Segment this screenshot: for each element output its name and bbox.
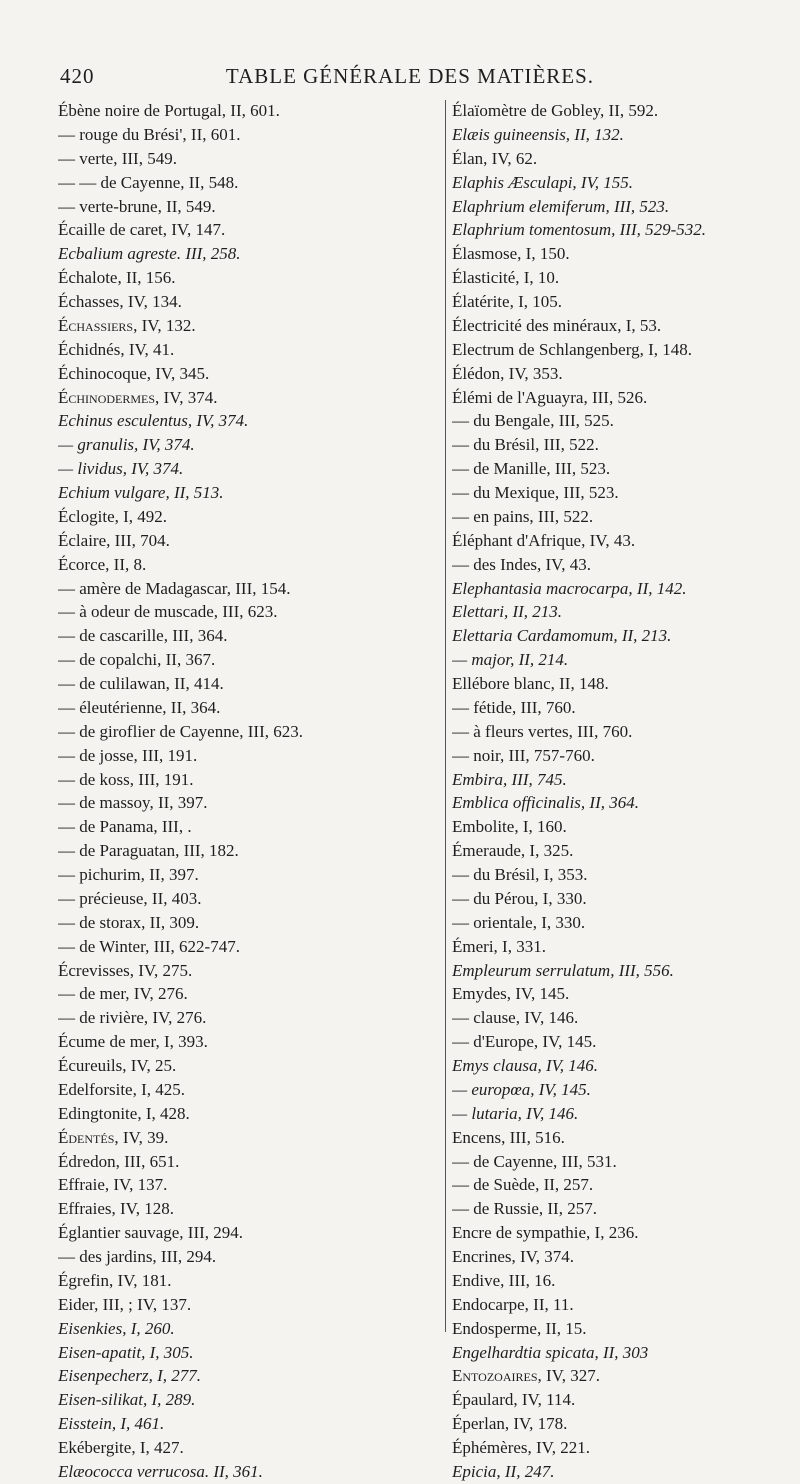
index-entry: — du Mexique, III, 523. <box>452 483 619 502</box>
index-entry: Eisstein, I, 461. <box>58 1414 165 1434</box>
index-entry: — de massoy, II, 397. <box>58 793 208 813</box>
index-entry: — rouge du Brési', II, 601. <box>58 124 241 144</box>
index-entry: — d'Europe, IV, 145. <box>452 1032 597 1052</box>
index-entry: — du Brésil, III, 522. <box>452 435 599 455</box>
index-entry: — de Paraguatan, III, 182. <box>58 841 239 861</box>
index-entry: Ekébergite, I, 427. <box>58 1438 184 1457</box>
index-entry: Ébène noire de Portugal, II, 601. <box>58 101 280 120</box>
index-entry: — verte, III, 549. <box>58 148 177 168</box>
index-entry: — de koss, III, 191. <box>58 769 194 789</box>
index-entry: Éclogite, I, 492. <box>58 506 168 526</box>
index-entry: Édredon, III, 651. <box>58 1151 180 1171</box>
index-entry: — précieuse, II, 403. <box>58 888 202 908</box>
index-entry: Émeri, I, 331. <box>452 936 546 956</box>
index-entry: — orientale, I, 330. <box>452 912 586 932</box>
index-entry: Elaphrium tomentosum, III, 529-532. <box>452 220 707 240</box>
index-entry: — des jardins, III, 294. <box>58 1247 217 1266</box>
index-entry: — clause, IV, 146. <box>452 1008 579 1028</box>
running-title: TABLE GÉNÉRALE DES MATIÈRES. <box>225 64 595 88</box>
index-entry: — à fleurs vertes, III, 760. <box>452 721 633 741</box>
index-entry: Elephantasia macrocarpa, II, 142. <box>452 578 687 598</box>
index-entry: Encrines, IV, 374. <box>452 1247 574 1266</box>
index-entry: — europœa, IV, 145. <box>452 1079 591 1099</box>
index-entry: Ecbalium agreste. III, 258. <box>58 244 241 264</box>
index-entry: Edingtonite, I, 428. <box>58 1103 190 1123</box>
index-entry: Elettaria Cardamomum, II, 213. <box>452 626 672 646</box>
index-entry: — du Brésil, I, 353. <box>452 865 588 884</box>
index-entry: Effraies, IV, 128. <box>58 1199 174 1219</box>
index-entry: — lividus, IV, 374. <box>58 459 184 479</box>
index-entry: — de Cayenne, III, 531. <box>452 1151 617 1171</box>
index-entry: Eisenpecherz, I, 277. <box>58 1366 202 1386</box>
index-entry: — de Russie, II, 257. <box>452 1199 597 1219</box>
page-number: 420 <box>60 64 95 88</box>
index-entry: Engelhardtia spicata, II, 303 <box>452 1342 649 1362</box>
index-entry: Echinus esculentus, IV, 374. <box>58 411 249 431</box>
index-entry: Échasses, IV, 134. <box>58 292 182 311</box>
index-entry: Embolite, I, 160. <box>452 817 567 837</box>
index-entry: Écureuils, IV, 25. <box>58 1056 177 1075</box>
index-entry: Échalote, II, 156. <box>58 268 176 288</box>
index-entry: Éclaire, III, 704. <box>58 530 170 550</box>
index-entry: — major, II, 214. <box>452 650 569 670</box>
index-entry: Églantier sauvage, III, 294. <box>58 1223 244 1243</box>
index-entry: Endocarpe, II, 11. <box>452 1294 574 1314</box>
index-entry: Écrevisses, IV, 275. <box>58 960 193 980</box>
index-entry: — de Manille, III, 523. <box>452 459 611 479</box>
index-entry: — de josse, III, 191. <box>58 745 198 765</box>
index-entry: — granulis, IV, 374. <box>58 435 195 455</box>
index-entry: — de culilawan, II, 414. <box>58 674 224 693</box>
index-entry: Élasticité, I, 10. <box>452 268 560 288</box>
index-entry: Éphémères, IV, 221. <box>452 1438 591 1457</box>
index-entry: — de cascarille, III, 364. <box>58 626 228 646</box>
index-entry: — fétide, III, 760. <box>452 697 576 717</box>
index-entry: Emydes, IV, 145. <box>452 984 570 1004</box>
index-entry: Elettari, II, 213. <box>452 602 563 622</box>
index-entry: Éperlan, IV, 178. <box>452 1414 568 1434</box>
index-entry: Émeraude, I, 325. <box>452 841 574 861</box>
index-entry: Encens, III, 516. <box>452 1127 565 1147</box>
index-entry: — à odeur de muscade, III, 623. <box>58 602 278 622</box>
index-entry: Écaille de caret, IV, 147. <box>58 220 226 240</box>
index-entry: Entozoaires, IV, 327. <box>452 1366 600 1386</box>
index-entry: — amère de Madagascar, III, 154. <box>58 578 291 598</box>
index-entry: Elaphis Æsculapi, IV, 155. <box>452 172 634 192</box>
index-entry: Elæis guineensis, II, 132. <box>452 124 624 144</box>
index-entry: — verte-brune, II, 549. <box>58 196 216 216</box>
index-column-right <box>452 99 797 1484</box>
index-entry: Elæococca verrucosa. II, 361. <box>58 1461 263 1481</box>
index-entry: Élatérite, I, 105. <box>452 292 562 311</box>
index-entry: Electrum de Schlangenberg, I, 148. <box>452 339 692 359</box>
index-entry: Éléphant d'Afrique, IV, 43. <box>452 530 636 550</box>
index-entry: Eisen-silikat, I, 289. <box>58 1390 196 1410</box>
index-entry: Élédon, IV, 353. <box>452 363 563 383</box>
page-header <box>60 64 760 90</box>
index-entry: Emys clausa, IV, 146. <box>452 1056 599 1075</box>
index-entry: — de rivière, IV, 276. <box>58 1008 207 1028</box>
index-entry: Endosperme, II, 15. <box>452 1318 587 1338</box>
index-entry: Eisenkies, I, 260. <box>58 1318 175 1338</box>
index-entry: — de copalchi, II, 367. <box>58 650 216 670</box>
index-entry: — de Suède, II, 257. <box>452 1175 594 1195</box>
index-entry: Élaïomètre de Gobley, II, 592. <box>452 101 659 120</box>
index-entry: Écume de mer, I, 393. <box>58 1032 208 1052</box>
index-entry: — du Bengale, III, 525. <box>452 411 614 431</box>
index-entry: — pichurim, II, 397. <box>58 865 199 884</box>
index-entry: — de storax, II, 309. <box>58 912 200 932</box>
index-entry: Elaphrium elemiferum, III, 523. <box>452 196 670 216</box>
index-entry: Embira, III, 745. <box>452 769 567 789</box>
index-entry: Échinodermes, IV, 374. <box>58 387 218 407</box>
index-entry: — du Pérou, I, 330. <box>452 888 587 908</box>
index-entry: — éleutérienne, II, 364. <box>58 697 221 717</box>
index-entry: — en pains, III, 522. <box>452 506 594 526</box>
index-entry: Élémi de l'Aguayra, III, 526. <box>452 387 648 407</box>
index-column-left <box>58 99 438 1484</box>
index-entry: Échidnés, IV, 41. <box>58 339 175 359</box>
index-entry: Effraie, IV, 137. <box>58 1175 168 1195</box>
index-entry: — de Winter, III, 622-747. <box>58 936 240 956</box>
index-entry: — de mer, IV, 276. <box>58 984 188 1004</box>
index-entry: Endive, III, 16. <box>452 1270 556 1290</box>
index-entry: — — de Cayenne, II, 548. <box>58 172 239 192</box>
index-entry: Égrefin, IV, 181. <box>58 1270 172 1290</box>
index-entry: Échinocoque, IV, 345. <box>58 363 210 383</box>
index-entry: — lutaria, IV, 146. <box>452 1103 579 1123</box>
index-entry: — des Indes, IV, 43. <box>452 554 591 574</box>
index-entry: Echium vulgare, II, 513. <box>58 483 224 502</box>
index-entry: — de Panama, III, . <box>58 817 192 837</box>
index-entry: Élasmose, I, 150. <box>452 244 570 264</box>
index-entry: Élan, IV, 62. <box>452 148 538 168</box>
index-entry: — de giroflier de Cayenne, III, 623. <box>58 721 303 741</box>
index-entry: Eider, III, ; IV, 137. <box>58 1294 192 1314</box>
index-entry: Échassiers, IV, 132. <box>58 315 196 335</box>
index-entry: Édentés, IV, 39. <box>58 1127 169 1147</box>
index-entry: Encre de sympathie, I, 236. <box>452 1223 639 1243</box>
index-entry: Eisen-apatit, I, 305. <box>58 1342 194 1362</box>
index-entry: Écorce, II, 8. <box>58 554 147 574</box>
index-entry: Épaulard, IV, 114. <box>452 1390 576 1410</box>
index-entry: Edelforsite, I, 425. <box>58 1079 185 1099</box>
index-entry: Ellébore blanc, II, 148. <box>452 674 609 693</box>
index-entry: Emblica officinalis, II, 364. <box>452 793 639 813</box>
column-divider <box>445 100 446 1332</box>
index-entry: Empleurum serrulatum, III, 556. <box>452 960 674 980</box>
index-entry: Électricité des minéraux, I, 53. <box>452 315 662 335</box>
index-entry: Epicia, II, 247. <box>452 1461 555 1481</box>
index-entry: — noir, III, 757-760. <box>452 745 595 765</box>
